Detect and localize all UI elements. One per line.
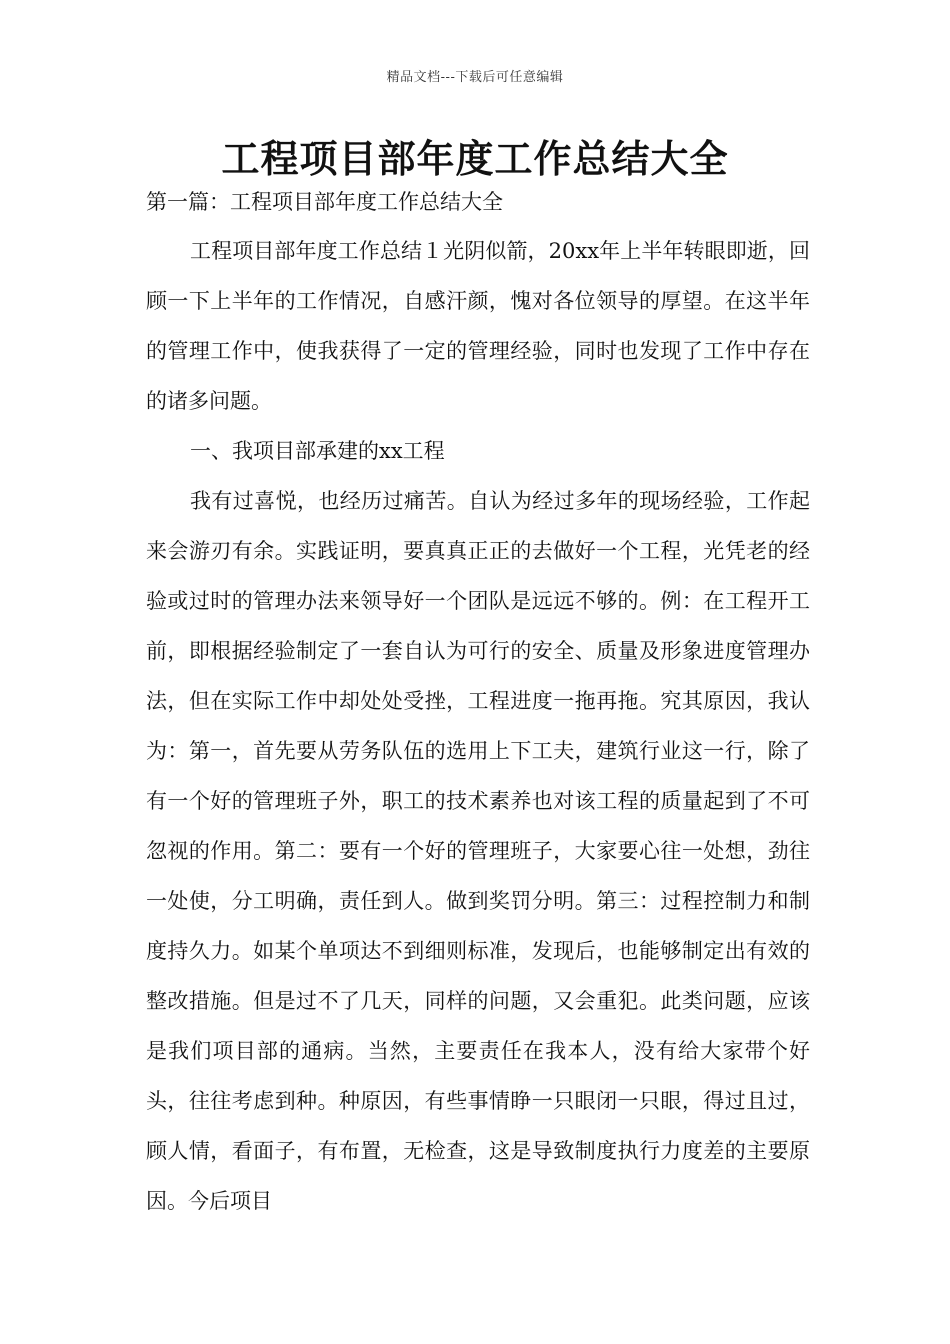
section-heading: 第一篇：工程项目部年度工作总结大全 — [146, 190, 503, 214]
paragraph: 工程项目部年度工作总结１光阴似箭，20xx年上半年转眼即逝，回顾一下上半年的工作情况，自感汗颜，愧对各位领导的厚望。在这半年的管理工作中，使我获得了一定的管理经验，同时也发现了工作中存在的诸多问题。 — [146, 239, 810, 413]
paragraph: 我有过喜悦，也经历过痛苦。自认为经过多年的现场经验，工作起来会游刃有余。实践证明，要真真正正的去做好一个工程，光凭老的经验或过时的管理办法来领导好一个团队是远远不够的。例：在工程开工前，即根据经验制定了一套自认为可行的安全、质量及形象进度管理办法，但在实际工作中却处处受挫，工程进度一拖再拖。究其原因，我认为：第一，首先要从劳务队伍的选用上下工夫，建筑行业这一行，除了有一个好的管理班子外，职工的技术素养也对该工程的质量起到了不可忽视的作用。第二：要有一个好的管理班子，大家要心往一处想，劲往一处使，分工明确，责任到人。做到奖罚分明。第三：过程控制力和制度持久力。如某个单项达不到细则标准，发现后，也能够制定出有效的整改措施。但是过不了几天，同样的问题，又会重犯。此类问题，应该是我们项目部的通病。当然，主要责任在我本人，没有给大家带个好头，往往考虑到种。种原因，有些事情睁一只眼闭一只眼，得过且过，顾人情，看面子，有布置，无检查，这是导致制度执行力度差的主要原因。今后项目 — [146, 489, 810, 1213]
paragraph: 一、我项目部承建的xx工程 — [190, 439, 445, 463]
body-text — [146, 226, 810, 1226]
document-title: 工程项目部年度工作总结大全 — [221, 137, 729, 181]
header-note: 精品文档---下载后可任意编辑 — [386, 70, 564, 85]
